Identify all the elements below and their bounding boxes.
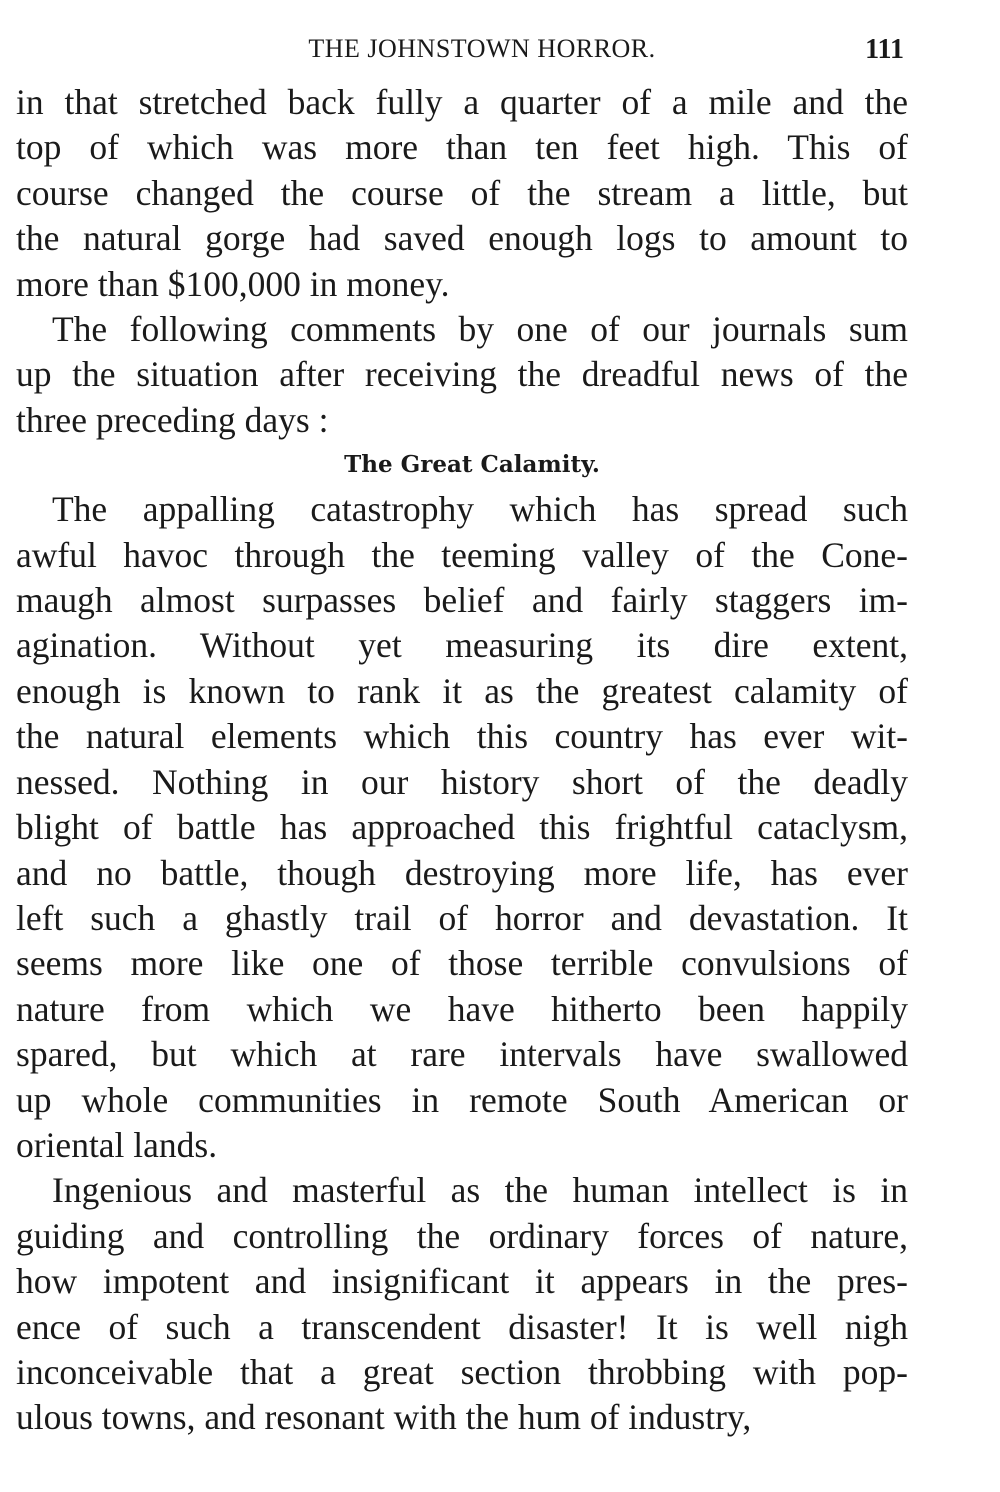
page-number: 111 [865, 34, 904, 65]
text-line: ulous towns, and resonant with the hum of industry, [16, 1397, 752, 1438]
text-line: The appalling catastrophy which has spread such [52, 489, 908, 530]
paragraph [16, 80, 908, 307]
paragraph [16, 307, 908, 443]
text-line: blight of battle has approached this frightful cataclysm, [16, 807, 908, 848]
body-text [16, 80, 908, 1441]
text-line: how impotent and insignificant it appears in the pres- [16, 1261, 908, 1302]
text-line: and no battle, though destroying more life, has ever [16, 852, 908, 893]
text-line: more than $100,000 in money. [16, 263, 450, 304]
text-before-heading [16, 80, 908, 443]
page-header [16, 30, 908, 80]
text-line: up whole communities in remote South American or [16, 1079, 908, 1120]
paragraph [16, 1168, 908, 1440]
text-line: seems more like one of those terrible convulsions of [16, 943, 908, 984]
text-line: spared, but which at rare intervals have swallowed [16, 1034, 908, 1075]
text-line: ence of such a transcendent disaster! It is well nigh [16, 1306, 908, 1347]
text-line: inconceivable that a great section throbbing with pop- [16, 1351, 908, 1392]
text-line: oriental lands. [16, 1124, 218, 1165]
text-line: maugh almost surpasses belief and fairly staggers im- [16, 580, 908, 621]
text-line: three preceding days : [16, 399, 329, 440]
text-line: awful havoc through the teeming valley of the Cone- [16, 534, 908, 575]
text-line: the natural elements which this country has ever wit- [16, 716, 908, 757]
text-line: course changed the course of the stream a little, but [16, 172, 908, 213]
text-line: Ingenious and masterful as the human intellect is in [52, 1170, 908, 1211]
text-line: agination. Without yet measuring its dire extent, [16, 625, 908, 666]
section-heading: The Great Calamity. [344, 451, 600, 479]
running-head: THE JOHNSTOWN HORROR. [308, 34, 656, 63]
text-line: nessed. Nothing in our history short of the deadly [16, 761, 908, 802]
text-line: up the situation after receiving the dreadful news of the [16, 354, 908, 395]
text-line: The following comments by one of our journals sum [52, 309, 908, 350]
text-line: nature from which we have hitherto been happily [16, 988, 908, 1029]
text-line: in that stretched back fully a quarter of a mile and the [16, 82, 908, 122]
text-line: left such a ghastly trail of horror and devastation. It [16, 897, 908, 938]
book-page [16, 30, 908, 1441]
text-after-heading [16, 487, 908, 1441]
text-line: enough is known to rank it as the greatest calamity of [16, 670, 908, 711]
text-line: top of which was more than ten feet high. This of [16, 127, 908, 168]
paragraph [16, 487, 908, 1168]
text-line: the natural gorge had saved enough logs to amount to [16, 218, 908, 259]
text-line: guiding and controlling the ordinary forces of nature, [16, 1215, 908, 1256]
